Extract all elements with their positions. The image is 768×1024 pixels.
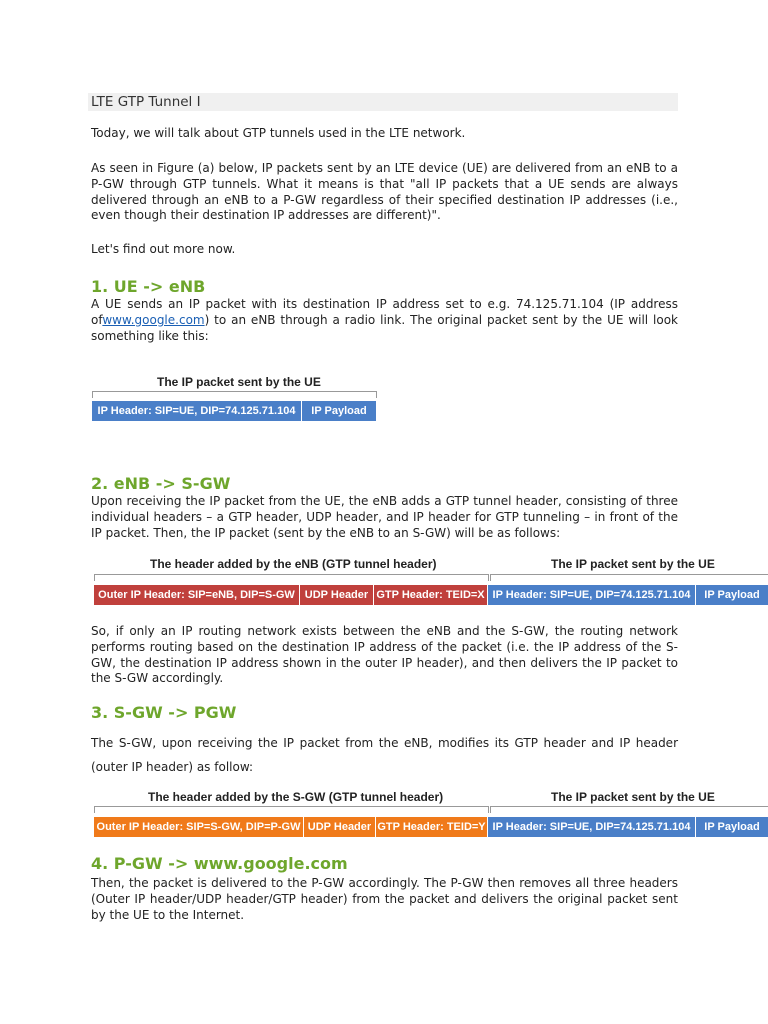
section-3-heading: 3. S-GW -> PGW — [91, 703, 237, 722]
figure-3-bracket-right — [490, 806, 768, 813]
section-4-text: Then, the packet is delivered to the P-GW accordingly. The P-GW then removes all three headers (Outer IP header/UDP header/GTP header) from the packet and delivers the original packet sent by the UE to the Internet. — [91, 876, 678, 922]
figure-2-bar — [94, 585, 768, 605]
figure-2-label-right: The IP packet sent by the UE — [551, 557, 715, 571]
ip-header-segment: IP Header: SIP=UE, DIP=74.125.71.104 — [488, 817, 696, 837]
section-1-text-after: ) to an eNB through a radio link. The original packet sent by the UE will look something like this: — [91, 312, 678, 343]
ip-header-segment: IP Header: SIP=UE, DIP=74.125.71.104 — [92, 401, 302, 421]
figure-2-bracket-left — [94, 574, 489, 581]
section-1-heading: 1. UE -> eNB — [91, 277, 206, 296]
section-2-routing-text: So, if only an IP routing network exists between the eNB and the S-GW, the routing network performs routing based on the destination IP address of the packet (i.e. the IP address of the S-GW, the destination IP address shown in the outer IP header), and then delivers the IP packet to the S-GW accordingly. — [91, 624, 678, 686]
section-2-heading: 2. eNB -> S-GW — [91, 474, 231, 493]
gtp-header-segment: GTP Header: TEID=Y — [376, 817, 488, 837]
ip-payload-segment: IP Payload — [696, 817, 768, 837]
gtp-header-segment: GTP Header: TEID=X — [374, 585, 488, 605]
figure-3-bracket-left — [94, 806, 489, 813]
intro-paragraph: Today, we will talk about GTP tunnels used in the LTE network. — [91, 126, 466, 140]
figure-3-bar — [94, 817, 768, 837]
ip-payload-segment: IP Payload — [696, 585, 768, 605]
figure-2-label-left: The header added by the eNB (GTP tunnel header) — [150, 557, 437, 571]
section-3-text: The S-GW, upon receiving the IP packet from the eNB, modifies its GTP header and IP header (outer IP header) as follow: — [91, 736, 678, 774]
section-1-text — [91, 297, 678, 344]
section-2-text: Upon receiving the IP packet from the UE, the eNB adds a GTP tunnel header, consisting of three individual headers – a GTP header, UDP header, and IP header for GTP tunneling – in front of the IP packet. Then, the IP packet (sent by the eNB to an S-GW) will be as follows: — [91, 494, 678, 540]
section-4-heading: 4. P-GW -> www.google.com — [91, 854, 348, 873]
outer-ip-header-segment: Outer IP Header: SIP=eNB, DIP=S-GW — [94, 585, 300, 605]
udp-header-segment: UDP Header — [304, 817, 376, 837]
outer-ip-header-segment: Outer IP Header: SIP=S-GW, DIP=P-GW — [94, 817, 304, 837]
figure-3-label-right: The IP packet sent by the UE — [551, 790, 715, 804]
section-1-text-before: A UE sends an IP packet with its destination IP address set to e.g. 74.125.71.104 (IP address of — [91, 297, 678, 327]
udp-header-segment: UDP Header — [300, 585, 374, 605]
page-title: LTE GTP Tunnel I — [91, 94, 201, 110]
figure-1-label: The IP packet sent by the UE — [157, 375, 321, 389]
title-bar — [88, 93, 678, 111]
ip-payload-segment: IP Payload — [302, 401, 376, 421]
ip-header-segment: IP Header: SIP=UE, DIP=74.125.71.104 — [488, 585, 696, 605]
figure-1-bracket — [92, 391, 377, 398]
google-link[interactable]: www.google.com — [102, 312, 205, 327]
paragraph-find-out: Let's find out more now. — [91, 242, 236, 256]
figure-3-label-left: The header added by the S-GW (GTP tunnel header) — [148, 790, 444, 804]
paragraph-figure-a: As seen in Figure (a) below, IP packets sent by an LTE device (UE) are delivered from an eNB to a P-GW through GTP tunnels. What it means is that "all IP packets that a UE sends are always delivered through an eNB to a P-GW regardless of their specified destination IP addresses (i.e., even though their destination IP addresses are different)". — [91, 161, 678, 223]
figure-2-bracket-right — [490, 574, 768, 581]
figure-1-bar — [92, 401, 376, 421]
